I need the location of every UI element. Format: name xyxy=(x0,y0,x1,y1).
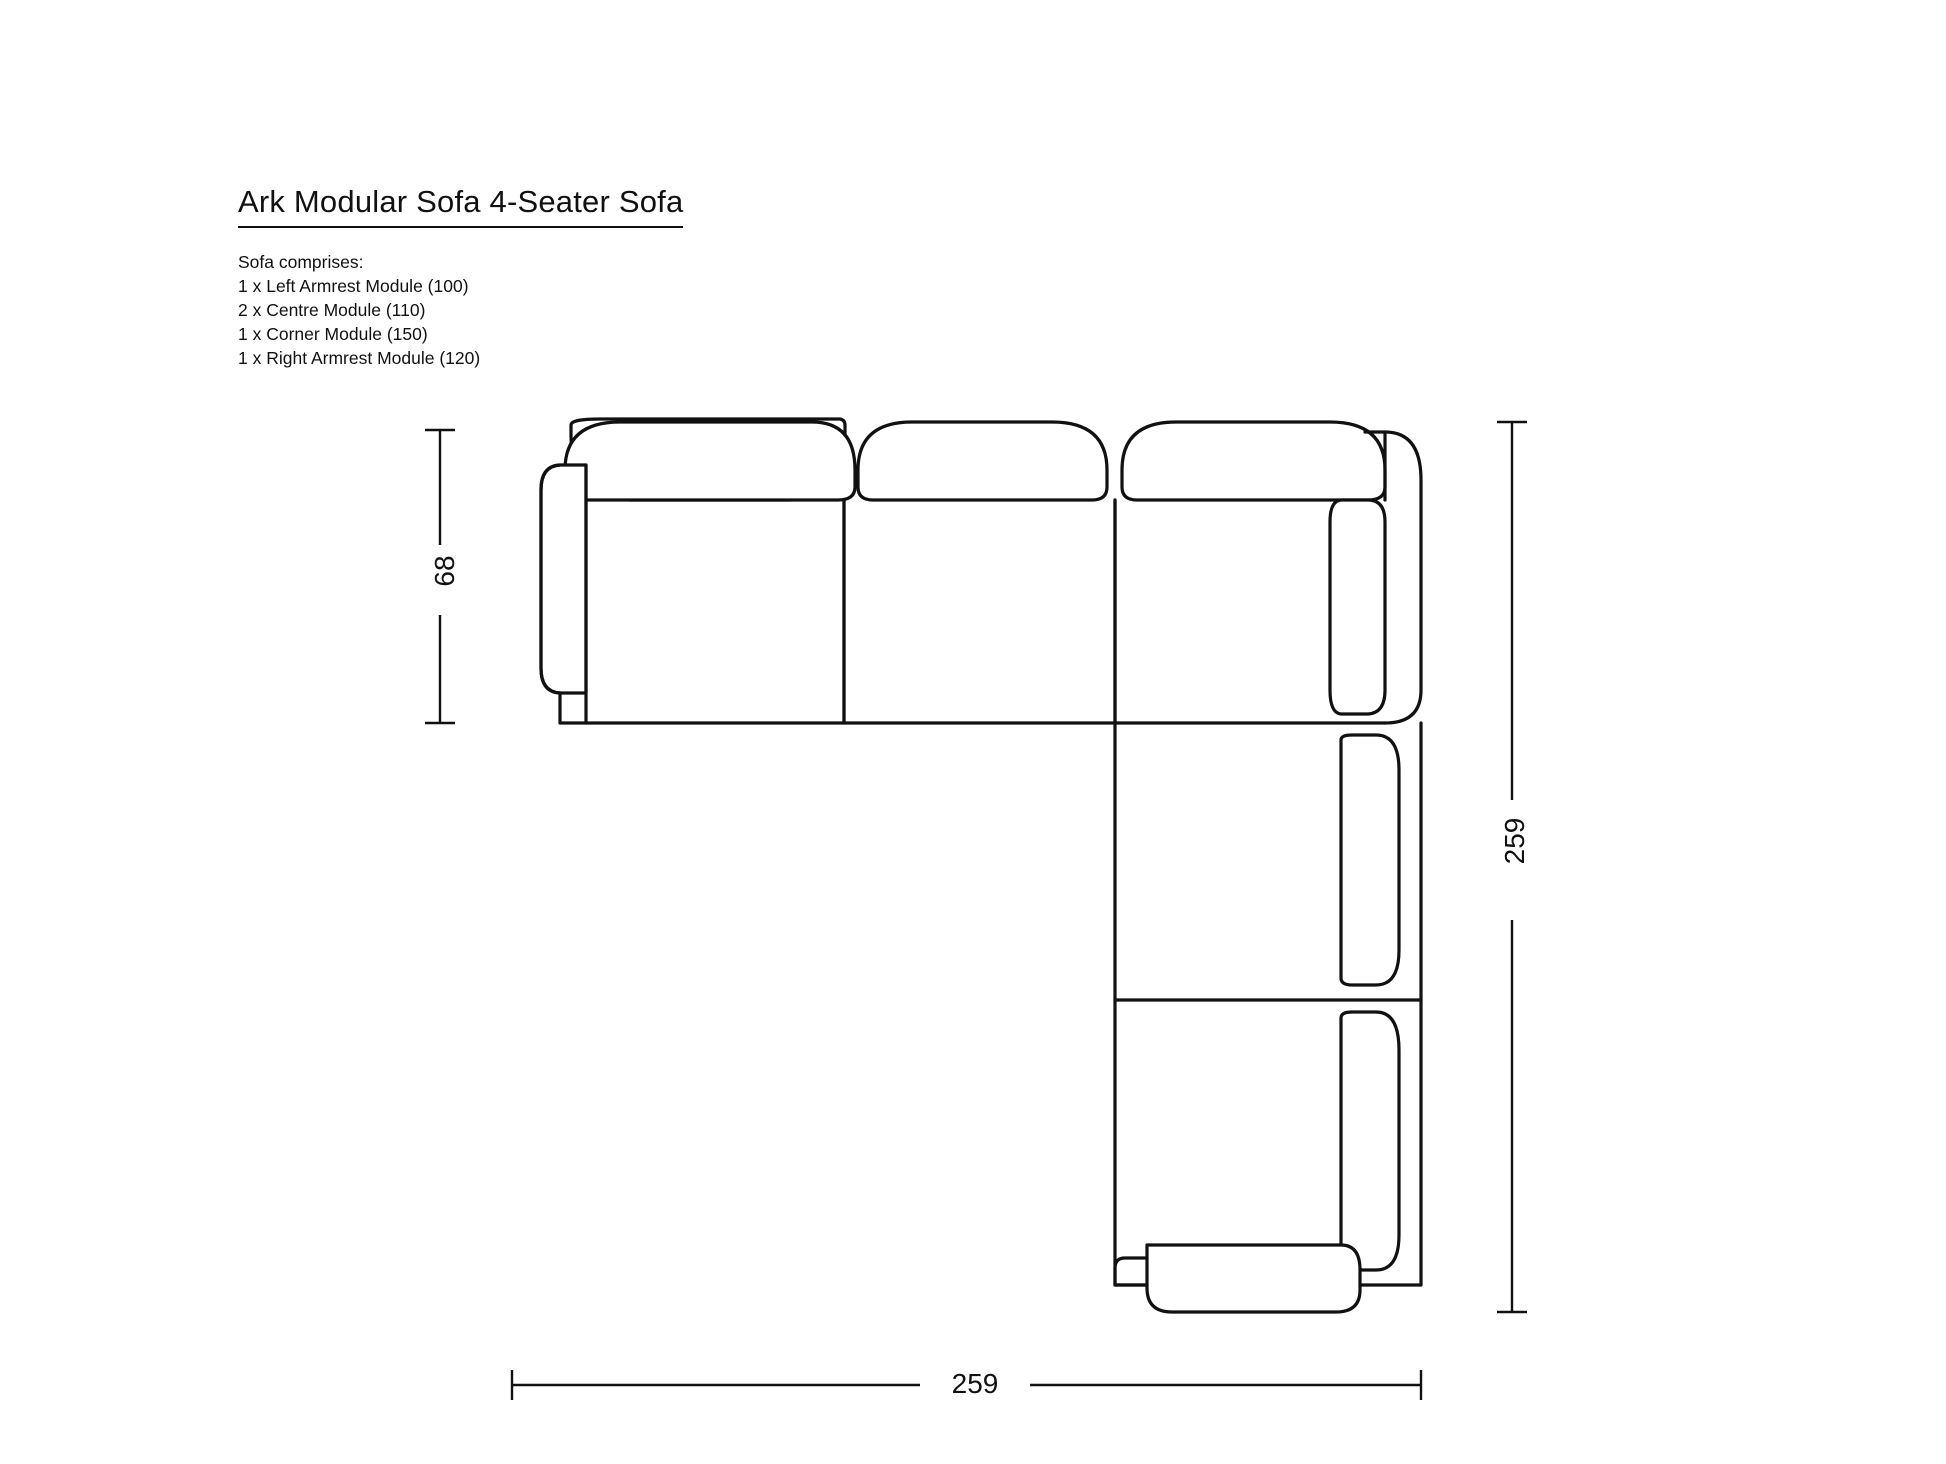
backrest-cushion-left-shape xyxy=(565,422,855,500)
armrest-left-bolster xyxy=(541,465,586,693)
dimension-label-height-right: 259 xyxy=(1499,817,1530,865)
module-left-seat-outline xyxy=(586,465,844,723)
comprises-item-0: 1 x Left Armrest Module (100) xyxy=(238,276,469,296)
backrest-cushion-corner xyxy=(1122,422,1385,500)
dimension-label-depth-left: 68 xyxy=(429,555,460,587)
comprises-item-1: 2 x Centre Module (110) xyxy=(238,300,426,320)
backrest-cushion-right-armrest-vertical xyxy=(1341,1012,1399,1270)
comprises-item-3: 1 x Right Armrest Module (120) xyxy=(238,348,481,368)
module-left-armrest-base xyxy=(560,693,586,723)
dimension-label-width-bottom: 259 xyxy=(951,1368,999,1399)
comprises-heading: Sofa comprises: xyxy=(238,252,364,272)
backrest-cushion-corner-right-vertical xyxy=(1330,500,1385,714)
backrest-cushion-centre-2-vertical xyxy=(1341,735,1399,985)
armrest-bottom-bolster xyxy=(1147,1245,1360,1312)
page-title: Ark Modular Sofa 4-Seater Sofa xyxy=(238,184,683,228)
backrest-cushion-middle xyxy=(858,422,1107,500)
armrest-bottom-left-notch xyxy=(1115,1258,1147,1285)
comprises-item-2: 1 x Corner Module (150) xyxy=(238,324,428,344)
module-centre-1-outline xyxy=(844,500,1115,723)
